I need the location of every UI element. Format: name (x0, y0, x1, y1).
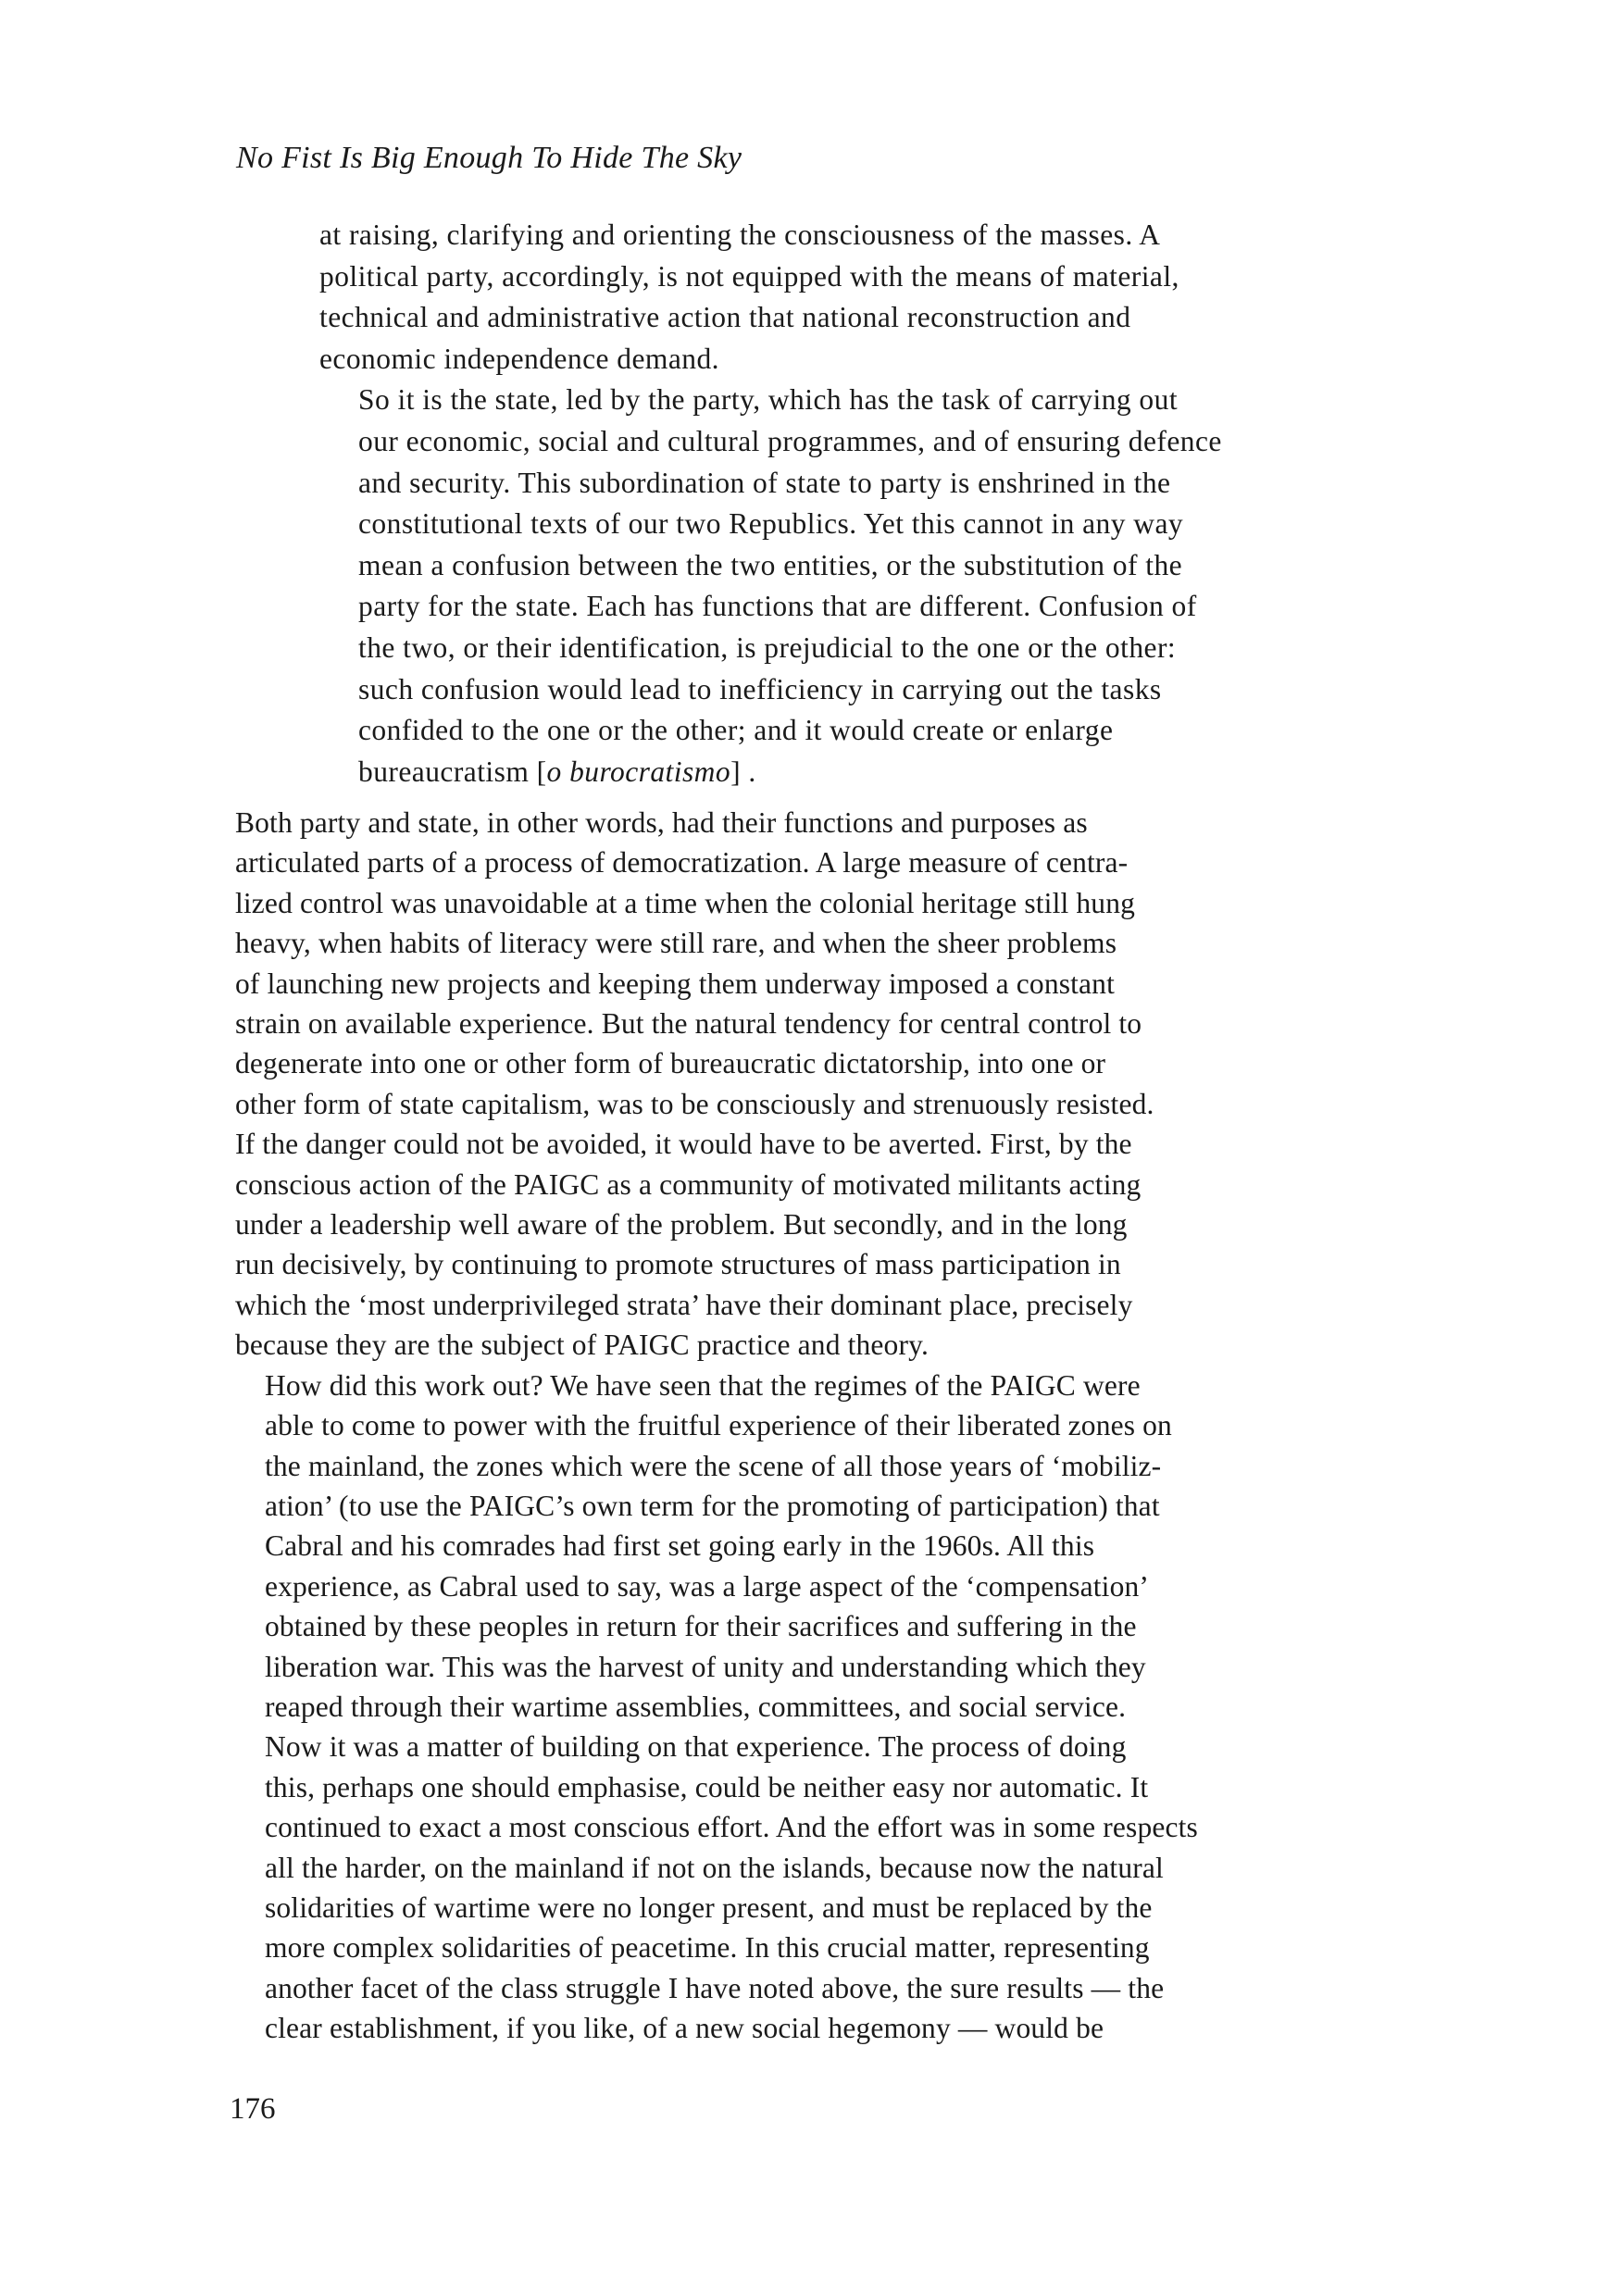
text-line: solidarities of wartime were no longer present, and must be replaced by the (265, 1890, 1153, 1924)
text-line: lized control was unavoidable at a time when the colonial heritage still hung (235, 886, 1136, 919)
text-line (319, 752, 1375, 793)
text-line: heavy, when habits of literacy were still rare, and when the sheer problems (235, 927, 1117, 960)
text-line: technical and administrative action that national reconstruction and (319, 301, 1131, 334)
text-line: confided to the one or the other; and it would create or enlarge (358, 714, 1114, 747)
text-line: mean a confusion between the two entities, or the substitution of the (358, 548, 1183, 581)
text-line: ation’ (to use the PAIGC’s own term for the promoting of participation) that (265, 1489, 1160, 1522)
text-fragment: bureaucratism [ (358, 755, 547, 788)
text-line: experience, as Cabral used to say, was a large aspect of the ‘compensation’ (265, 1569, 1150, 1603)
body-text (235, 803, 1369, 2049)
text-line: obtained by these peoples in return for their sacrifices and suffering in the (265, 1610, 1137, 1643)
text-line: more complex solidarities of peacetime. In this crucial matter, representing (265, 1931, 1150, 1965)
text-line: articulated parts of a process of democratization. A large measure of centra- (235, 846, 1129, 880)
text-line: this, perhaps one should emphasise, could be neither easy nor automatic. It (265, 1770, 1149, 1803)
body-paragraph-2 (235, 1366, 1369, 1728)
text-line: So it is the state, led by the party, which has the task of carrying out (358, 383, 1179, 417)
text-line: party for the state. Each has functions that are different. Confusion of (358, 590, 1197, 623)
text-fragment: ] . (730, 755, 756, 788)
text-line: liberation war. This was the harvest of unity and understanding which they (265, 1650, 1146, 1683)
text-line: other form of state capitalism, was to be consciously and strenuously resisted. (235, 1087, 1154, 1120)
text-line: political party, accordingly, is not equipped with the means of material, (319, 259, 1179, 293)
text-line: the mainland, the zones which were the scene of all those years of ‘mobiliz- (265, 1449, 1162, 1482)
text-line: because they are the subject of PAIGC practice and theory. (235, 1329, 929, 1362)
body-paragraph-3 (235, 1727, 1369, 2048)
text-line: under a leadership well aware of the problem. But secondly, and in the long (235, 1208, 1128, 1242)
text-line: continued to exact a most conscious effort. And the effort was in some respects (265, 1811, 1198, 1844)
page-number: 176 (230, 2092, 276, 2126)
running-head: No Fist Is Big Enough To Hide The Sky (236, 141, 742, 175)
quote-paragraph-2 (319, 380, 1375, 792)
text-line: the two, or their identification, is prejudicial to the one or the other: (358, 630, 1177, 664)
text-line: our economic, social and cultural programmes, and of ensuring defence (358, 424, 1222, 457)
text-line: How did this work out? We have seen that the regimes of the PAIGC were (265, 1368, 1141, 1402)
text-line: strain on available experience. But the natural tendency for central control to (235, 1007, 1142, 1041)
text-line: and security. This subordination of state to party is enshrined in the (358, 466, 1171, 499)
text-line: Now it was a matter of building on that experience. The process of doing (265, 1730, 1127, 1764)
text-line: which the ‘most underprivileged strata’ have their dominant place, precisely (235, 1288, 1133, 1321)
text-line: conscious action of the PAIGC as a community of motivated militants acting (235, 1167, 1142, 1201)
text-line: of launching new projects and keeping them underway imposed a constant (235, 967, 1115, 1000)
block-quote (319, 215, 1375, 792)
text-line: If the danger could not be avoided, it would have to be averted. First, by the (235, 1128, 1132, 1161)
text-line: able to come to power with the fruitful experience of their liberated zones on (265, 1409, 1172, 1442)
text-line: Cabral and his comrades had first set going early in the 1960s. All this (265, 1529, 1095, 1563)
quote-paragraph-1 (319, 215, 1375, 380)
text-line: economic independence demand. (319, 342, 719, 375)
text-line: degenerate into one or other form of bureaucratic dictatorship, into one or (235, 1047, 1106, 1080)
body-paragraph-1 (235, 803, 1369, 1366)
text-line: all the harder, on the mainland if not on the islands, because now the natural (265, 1851, 1164, 1884)
text-line: clear establishment, if you like, of a new social hegemony — would be (265, 2012, 1104, 2045)
italic-term: o burocratismo (546, 755, 731, 788)
text-line: Both party and state, in other words, had their functions and purposes as (235, 806, 1088, 839)
text-line: run decisively, by continuing to promote structures of mass participation in (235, 1248, 1121, 1281)
text-line: constitutional texts of our two Republics. Yet this cannot in any way (358, 507, 1184, 541)
text-line: such confusion would lead to inefficiency in carrying out the tasks (358, 672, 1162, 705)
text-line: at raising, clarifying and orienting the consciousness of the masses. A (319, 218, 1161, 251)
text-line: reaped through their wartime assemblies, committees, and social service. (265, 1690, 1127, 1723)
text-line: another facet of the class struggle I have noted above, the sure results — the (265, 1971, 1165, 2004)
